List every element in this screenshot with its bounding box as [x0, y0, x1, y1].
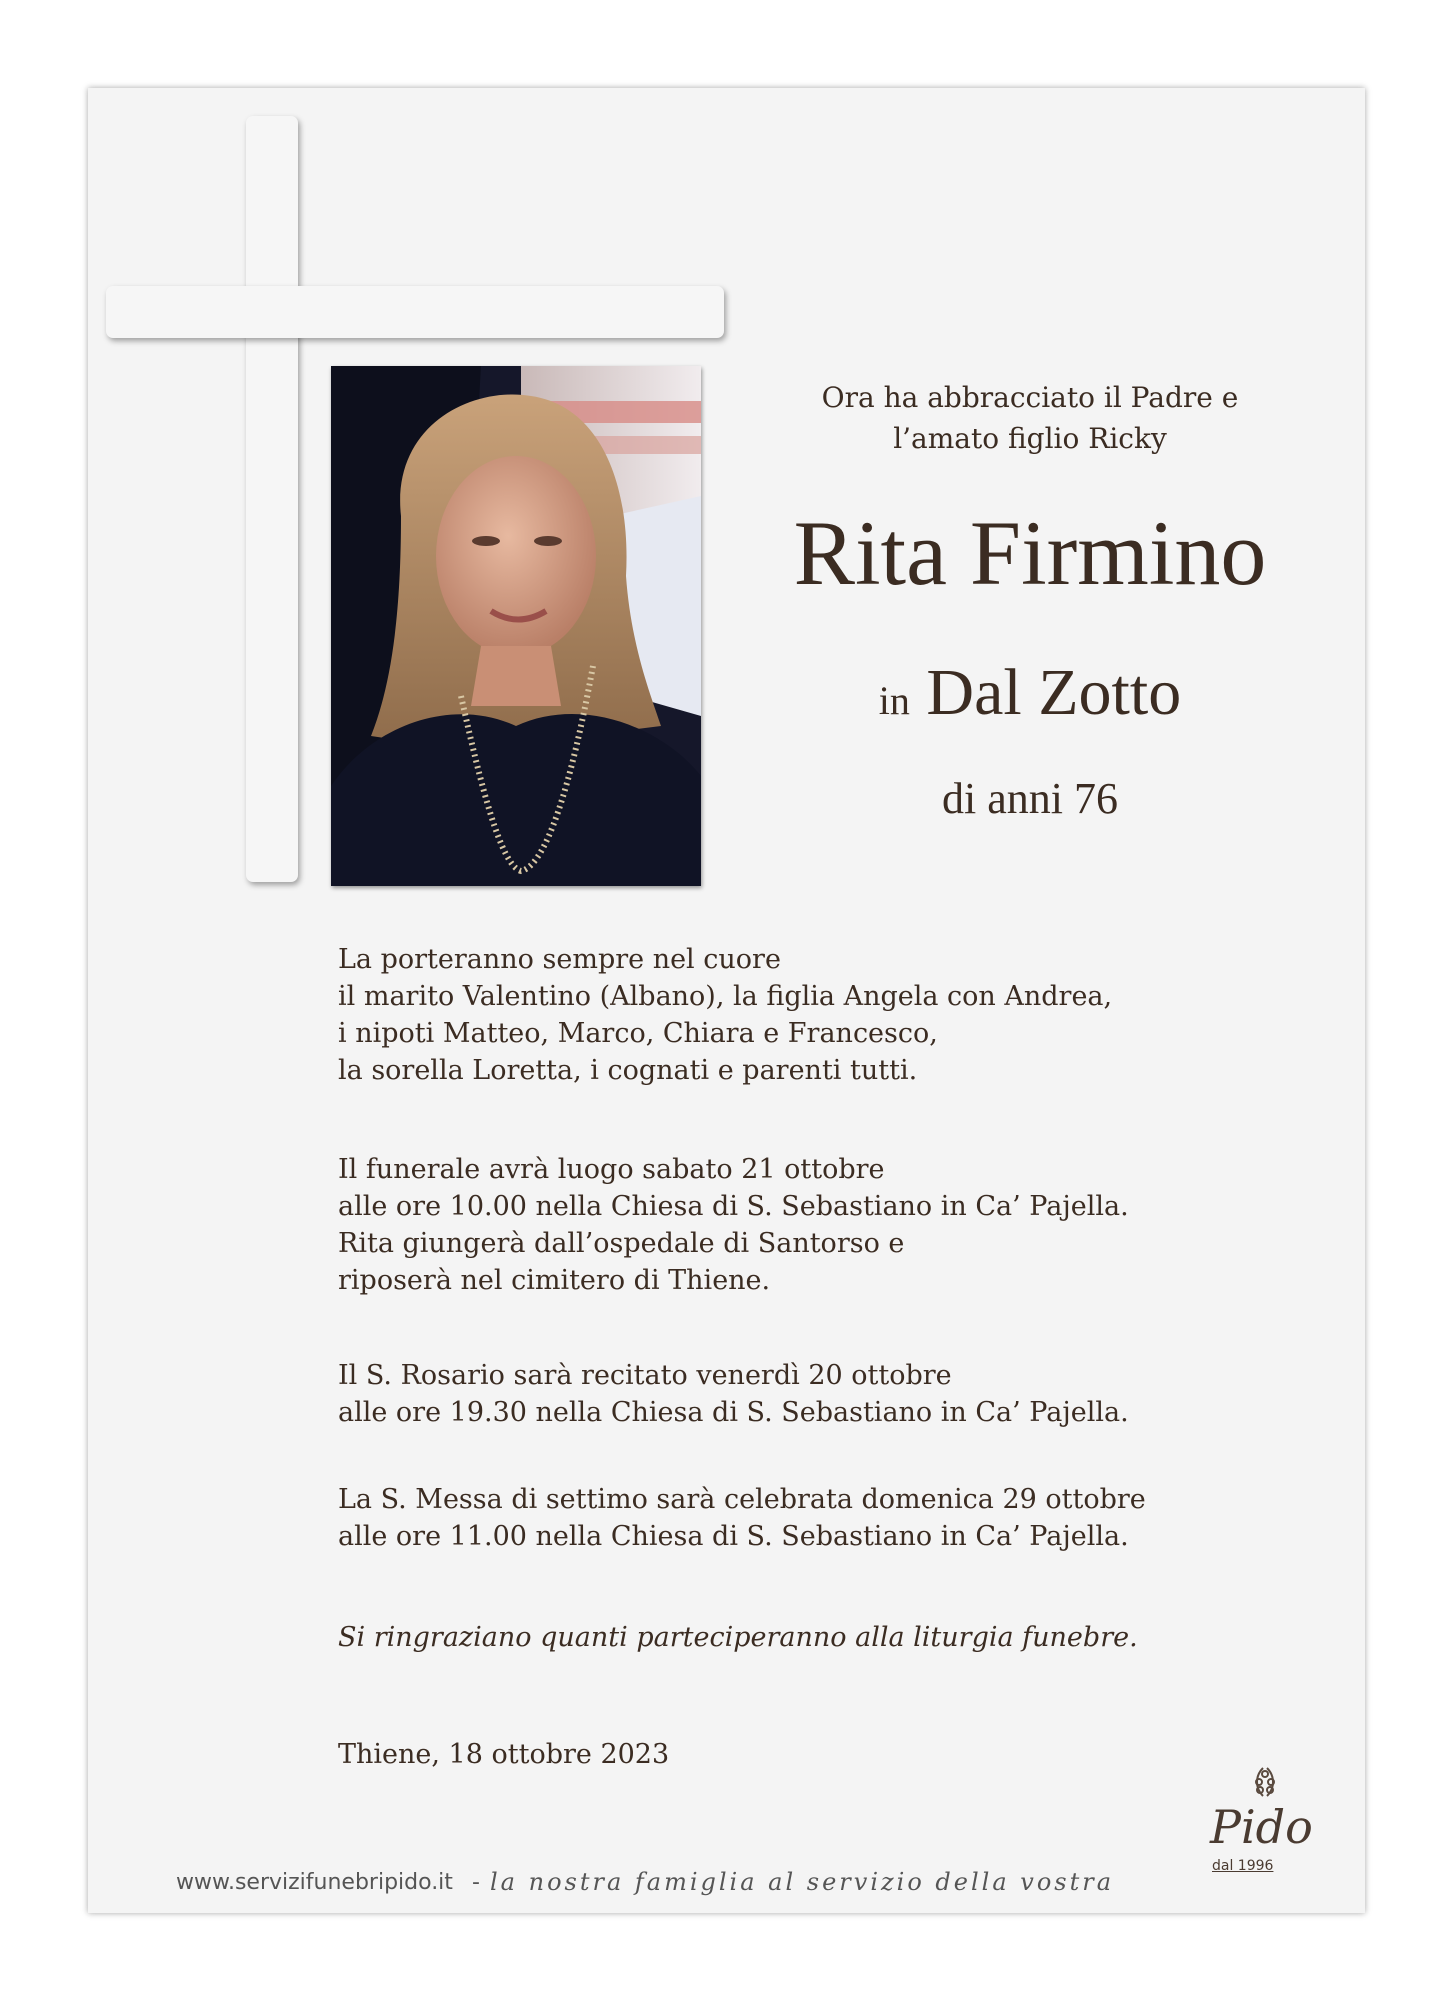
- website-url[interactable]: www.servizifunebripido.it: [176, 1870, 453, 1895]
- thanks-note: Si ringraziano quanti parteciperanno alla liturgia funebre.: [338, 1622, 1138, 1653]
- funeral-paragraph: [338, 1151, 1238, 1299]
- rosary-paragraph: [338, 1357, 1238, 1431]
- funeral-line: Il funerale avrà luogo sabato 21 ottobre: [338, 1154, 885, 1185]
- footer-website-link[interactable]: [176, 1870, 480, 1895]
- family-line: La porteranno sempre nel cuore: [338, 944, 781, 975]
- dedication-line: Ora ha abbracciato il Padre e: [821, 381, 1239, 414]
- portrait-illustration: [331, 366, 701, 886]
- footer-separator: -: [471, 1870, 480, 1895]
- portrait-photo: [331, 366, 701, 886]
- age: di anni 76: [942, 774, 1118, 823]
- rosary-line: Il S. Rosario sarà recitato venerdì 20 ottobre: [338, 1360, 952, 1391]
- cross-horizontal-bar: [106, 286, 724, 338]
- mass-paragraph: [338, 1481, 1238, 1555]
- cross-vertical-bar: [246, 116, 298, 882]
- married-surname: Dal Zotto: [926, 656, 1182, 729]
- married-prefix: in: [878, 678, 910, 723]
- family-line: la sorella Loretta, i cognati e parenti tutti.: [338, 1055, 918, 1086]
- family-paragraph: [338, 941, 1238, 1089]
- place-date: Thiene, 18 ottobre 2023: [338, 1739, 670, 1770]
- family-line: i nipoti Matteo, Marco, Chiara e Francesco,: [338, 1018, 938, 1049]
- family-line: il marito Valentino (Albano), la figlia Angela con Andrea,: [338, 981, 1113, 1012]
- rosary-line: alle ore 19.30 nella Chiesa di S. Sebastiano in Ca’ Pajella.: [338, 1397, 1129, 1428]
- married-name: [760, 653, 1300, 741]
- funeral-line: riposerà nel cimitero di Thiene.: [338, 1265, 771, 1296]
- footer-motto: la nostra famiglia al servizio della vostra: [490, 1868, 1115, 1896]
- logo-wordmark: Pido: [1210, 1800, 1313, 1854]
- dedication-line: l’amato figlio Ricky: [893, 422, 1167, 455]
- funeral-line: alle ore 10.00 nella Chiesa di S. Sebastiano in Ca’ Pajella.: [338, 1191, 1129, 1222]
- mass-line: La S. Messa di settimo sarà celebrata domenica 29 ottobre: [338, 1484, 1146, 1515]
- dedication: [760, 377, 1300, 459]
- mass-line: alle ore 11.00 nella Chiesa di S. Sebastiano in Ca’ Pajella.: [338, 1521, 1129, 1552]
- logo-since: dal 1996: [1212, 1858, 1274, 1874]
- funeral-line: Rita giungerà dall’ospedale di Santorso e: [338, 1228, 905, 1259]
- deceased-name: Rita Firmino: [793, 502, 1267, 604]
